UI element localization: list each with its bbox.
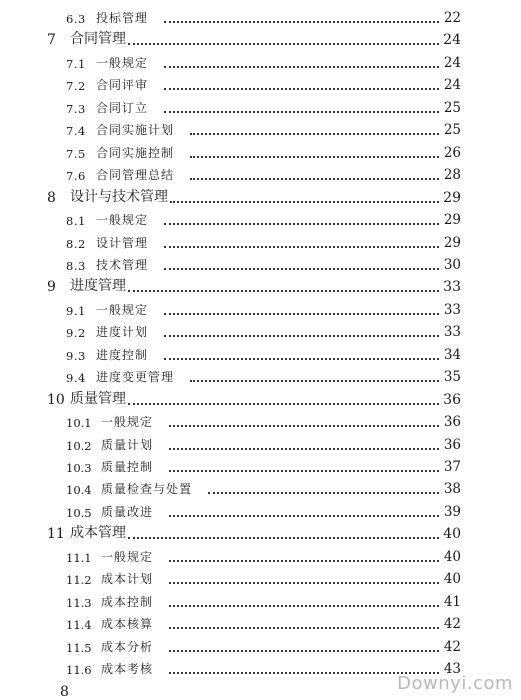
toc-entry-page: 40 [443,571,461,588]
toc-entry-page: 41 [443,593,461,610]
toc-entry [0,298,521,320]
toc-dot-leader [128,43,439,45]
toc-entry-title: 合同管理 [70,31,126,48]
toc-entry-number: 11.5 [66,640,92,655]
toc-entry-number: 10 [47,391,65,408]
toc-dot-leader [164,268,439,270]
toc-dot-leader [208,492,439,494]
toc-entry [0,208,521,230]
toc-dot-leader [190,380,439,382]
toc-entry-number: 10.2 [66,438,92,453]
toc-dot-leader [169,470,439,472]
toc-entry-number: 11.3 [66,595,92,610]
toc-entry [0,51,521,73]
toc-entry-title: 质量管理 [70,390,126,407]
toc-entry-page: 36 [443,436,461,453]
toc-entry-title: 设计管理 [96,235,149,250]
toc-entry-title: 成本分析 [101,639,154,654]
toc-entry [0,28,521,50]
toc-entry-number: 8.1 [66,214,86,229]
toc-entry-page: 38 [443,481,461,498]
toc-entry [0,118,521,140]
toc-entry [0,343,521,365]
toc-entry [0,522,521,544]
toc-dot-leader [169,650,439,652]
toc-entry [0,590,521,612]
toc-entry-title: 成本管理 [70,525,126,542]
toc-entry-title: 设计与技术管理 [70,188,168,205]
toc-entry-number: 9 [47,279,56,296]
toc-entry [0,231,521,253]
toc-entry-page: 33 [443,301,461,318]
toc-entry-title: 质量控制 [101,460,154,474]
toc-entry-page: 29 [443,189,461,206]
toc-entry-page: 22 [443,10,461,26]
toc-entry [0,6,521,28]
toc-entry-title: 成本核算 [101,617,154,632]
toc-entry [0,388,521,410]
toc-entry-number: 11.1 [66,550,92,565]
toc-entry-page: 33 [443,324,461,341]
toc-entry-number: 9.4 [66,371,86,386]
toc-entry-number: 9.3 [66,348,86,363]
toc-entry-number: 10.5 [66,505,92,520]
toc-entry-number: 7.4 [66,124,86,139]
toc-entry [0,500,521,522]
toc-entry-title: 质量检查与处置 [101,482,193,497]
toc-dot-leader [169,448,439,450]
toc-entry [0,96,521,118]
toc-entry-title: 进度变更管理 [96,370,175,385]
toc-entry [0,275,521,297]
toc-entry-title: 成本控制 [101,594,154,609]
toc-dot-leader [164,111,439,113]
toc-entry-page: 35 [443,369,461,386]
toc-entry-title: 合同评审 [96,78,149,93]
toc-entry-page: 25 [443,122,461,139]
toc-entry-page: 28 [443,167,461,184]
toc-entry-title: 合同订立 [96,100,149,115]
toc-entry [0,365,521,387]
toc-entry-page: 29 [443,212,461,229]
toc-entry-title: 合同实施控制 [96,145,175,160]
toc-entry-page: 24 [443,77,461,94]
toc-entry-page: 40 [443,548,461,565]
toc-entry [0,477,521,499]
toc-entry-page: 24 [443,32,461,49]
toc-entry-number: 7.3 [66,101,86,116]
toc-entry-title: 质量计划 [101,437,154,452]
toc-entry-page: 25 [443,99,461,116]
toc-entry [0,612,521,634]
toc-entry-number: 7 [47,32,56,49]
toc-entry-number: 10.1 [66,416,92,431]
toc-entry [0,635,521,657]
toc-entry-number: 10.4 [66,483,92,498]
toc-entry-page: 34 [443,346,461,363]
toc-entry [0,567,521,589]
toc-entry-page: 24 [443,54,461,71]
toc-entry [0,433,521,455]
toc-entry-page: 29 [443,234,461,251]
toc-entry-title: 投标管理 [96,11,149,25]
toc-dot-leader [128,290,439,292]
toc-entry-page: 42 [443,638,461,655]
toc-entry-number: 7.2 [66,79,86,94]
toc-entry-number: 9.1 [66,303,86,318]
toc-entry-title: 一般规定 [96,213,149,228]
toc-dot-leader [169,605,439,607]
toc-entry-page: 37 [443,459,461,475]
toc-entry-page: 36 [443,414,461,431]
toc-dot-leader [164,88,439,90]
toc-dot-leader [164,358,439,360]
toc-entry-number: 7.1 [66,56,86,71]
toc-dot-leader [164,246,439,248]
toc-dot-leader [169,627,439,629]
toc-dot-leader [190,133,439,135]
toc-entry-page: 36 [443,391,461,408]
toc-dot-leader [170,201,439,203]
toc-entry [0,545,521,567]
toc-entry [0,73,521,95]
toc-entry-number: 11.4 [66,618,92,633]
toc-entry-title: 一般规定 [96,55,149,70]
toc-entry-number: 7.5 [66,146,86,161]
page-number: 8 [60,684,69,700]
toc-entry-number: 8.3 [66,258,86,273]
toc-entry-page: 39 [443,503,461,520]
toc-dot-leader [164,223,439,225]
toc-entry-number: 10.3 [66,461,92,475]
toc-entry-number: 6.3 [66,12,86,26]
toc-dot-leader [164,66,439,68]
watermark: Downyi.com [397,673,513,694]
toc-entry-page: 30 [443,256,461,273]
toc-dot-leader [169,582,439,584]
toc-entry-number: 11 [47,526,65,543]
toc-entry-title: 一般规定 [101,415,154,430]
toc-dot-leader [164,335,439,337]
toc-entry-title: 一般规定 [96,302,149,317]
toc-entry-title: 进度控制 [96,347,149,362]
toc-entry [0,186,521,208]
toc-entry-number: 9.2 [66,326,86,341]
toc-entry-page: 33 [443,279,461,296]
toc-entry-title: 技术管理 [96,257,149,272]
toc-entry-number: 8.2 [66,236,86,251]
toc-entry-number: 8 [47,189,56,206]
toc-entry-title: 合同实施计划 [96,123,175,138]
toc-dot-leader [190,156,439,158]
toc-dot-leader [169,560,439,562]
toc-entry-number: 11.2 [66,573,92,588]
toc-dot-leader [169,515,439,517]
toc-entry-title: 进度管理 [70,278,126,295]
toc-entry-number: 11.6 [66,663,92,678]
toc-entry-title: 进度计划 [96,325,149,340]
toc-entry-title: 合同管理总结 [96,168,175,183]
toc-entry [0,320,521,342]
toc-dot-leader [128,537,439,539]
toc-dot-leader [169,425,439,427]
toc-entry-page: 26 [443,144,461,161]
toc-dot-leader [128,403,439,405]
toc-entry [0,141,521,163]
toc-entry [0,410,521,432]
toc-entry-title: 成本计划 [101,572,154,587]
toc-entry-title: 质量改进 [101,504,154,519]
toc-dot-leader [164,313,439,315]
toc-entry-page: 40 [443,526,461,543]
toc-entry-title: 成本考核 [101,662,154,677]
toc-entry-number: 7.6 [66,169,86,184]
toc-dot-leader [164,21,439,23]
toc-entry [0,253,521,275]
toc-entry-page: 42 [443,616,461,633]
toc-entry [0,163,521,185]
toc-dot-leader [190,178,439,180]
toc-entry-page: 43 [443,661,461,678]
toc-entry-title: 一般规定 [101,549,154,564]
toc-entry [0,455,521,477]
